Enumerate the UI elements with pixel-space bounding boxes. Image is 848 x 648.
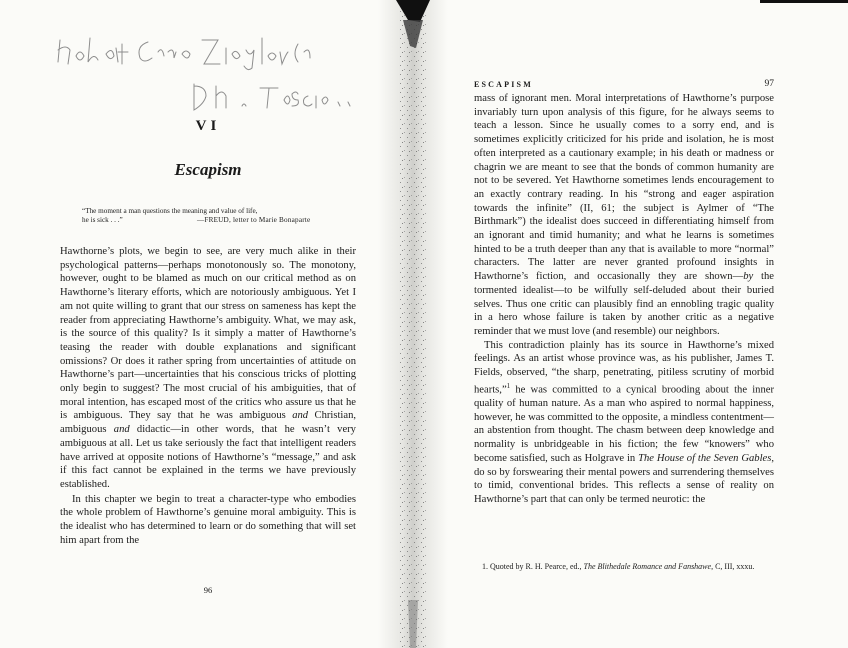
left-page-number: 96	[203, 585, 213, 595]
right-p2-c: , do so by forswearing their mental powers and surrendering themselves to timid, conventional brides. This reflects a sense of reality on Hawthorne’s part that can only be termed neurotic: the	[474, 452, 774, 505]
footnote-reference: 1	[506, 381, 511, 390]
right-paragraph-1	[474, 92, 774, 339]
left-body-text	[60, 245, 356, 547]
left-page	[58, 0, 358, 648]
chapter-number: VI	[195, 118, 221, 134]
right-p2-book-title: The House of the Seven Gables	[638, 452, 772, 464]
epigraph	[82, 207, 342, 225]
left-p1-and-2: and	[113, 424, 130, 436]
left-p1-end: didactic—in other words, that he wasn’t very ambiguous at all. Let us take seriously the fact that intelligent readers have arrived at opposite notions of Hawthorne’s “message,” and ask if this fact cannot be explained in the terms we have previously established.	[60, 424, 356, 490]
left-p1-and-1: and	[292, 410, 309, 422]
running-head: ESCAPISM	[474, 80, 533, 89]
left-paragraph-1	[60, 245, 356, 492]
footnote-b: , C, III, xxxu.	[711, 562, 755, 571]
right-p2-b: he was committed to a cynical brooding about the inner quality of human nature. As a man who aspired to normal happiness, however, he was committed to the opposite, a mindless contentment—an abstention from thought. The chasm between deep knowledge and normality is unbridgeable in his fiction; the few “knowers” who become satisfied, such as Holgrave in	[474, 384, 774, 464]
epigraph-attribution: —FREUD, letter to Marie Bonaparte	[197, 216, 311, 224]
right-body-text	[474, 92, 774, 507]
right-p1-by: by	[743, 271, 754, 283]
right-p2-a: This contradiction plainly has its source in Hawthorne’s mixed feelings. As an artist whose province was, as his publisher, James T. Fields, observed, “the sharp, penetrating, pitiless scrutiny of morbid hearts,”	[474, 339, 774, 396]
right-p1-b: the tormented idealist—to be wilfully self-deluded about their buried selves. Thus one critic can plausibly find an ennobling tragic quality in a hero whose failure is taken by another critic as a negative reminder that we must love (and resemble) our neighbors.	[474, 271, 774, 337]
footnote-a: 1. Quoted by R. H. Pearce, ed.,	[482, 562, 584, 571]
epigraph-line-2: he is sick . . .”	[82, 216, 123, 224]
footnote-title: The Blithedale Romance and Fanshawe	[583, 562, 712, 571]
chapter-title: Escapism	[174, 160, 242, 179]
book-gutter	[378, 0, 448, 648]
right-p1-a: mass of ignorant men. Moral interpretations of Hawthorne’s purpose invariably turn upon analysis of this figure, for he always seems to teach a lesson. Since he usually comes to a sorry end, and is sometimes explicitly criticized for his pride and isolation, he is most often interpreted as a cautionary example; in his death or madness or chagrin we are meant to see that the bonds of common humanity are not to be severed. Yet Hawthorne sometimes lends encouragement to an exactly contrary reading. In his “strong and eager aspiration towards the infinite” (II, 61; the subject is Aylmer of “The Birthmark”) the idealist does succeed in differentiating himself from an ignorant and timid humanity; and what he learns is sometimes hinted to be a truth deeper than any that is available to more “normal” characters. The latter are never granted profound insights in Hawthorne’s fiction, and occasionally they are shown—	[474, 93, 774, 283]
left-p1-text: Hawthorne’s plots, we begin to see, are very much alike in their psychological patterns—perhaps monotonously so. The monotony, however, ought to be blamed as much on our critical method as on Hawthorne’s literary efforts, which are notoriously ambiguous. Yet I am not quite willing to grant that our stress on sameness has kept the reader from appreciating Hawthorne’s ambiguity. What, we may ask, is the source of this quality? Is it simply a matter of Hawthorne’s teasing the reader with double explanations and significant omissions? Or does it rather spring from uncertainties of attitude on Hawthorne’s part—uncertainties that his conscious tricks of plotting only begin to suggest? The most crucial of his ambiguities, that of moral intention, has escaped most of the critics who assure us that he is ambiguous. They say that he was ambiguous	[60, 246, 356, 422]
right-page-number: 97	[764, 79, 774, 89]
left-p1-mid: Christian, ambiguous	[60, 410, 357, 436]
right-paragraph-2	[474, 339, 774, 507]
footnote	[474, 561, 774, 572]
right-page	[474, 0, 774, 648]
left-paragraph-2: In this chapter we begin to treat a character-type who embodies the whole problem of Hawthorne’s genuine moral ambiguity. This is the idealist who has determined to learn or do something that will set him apart from the	[60, 493, 356, 546]
epigraph-line-1: “The moment a man questions the meaning and value of life,	[82, 207, 258, 215]
